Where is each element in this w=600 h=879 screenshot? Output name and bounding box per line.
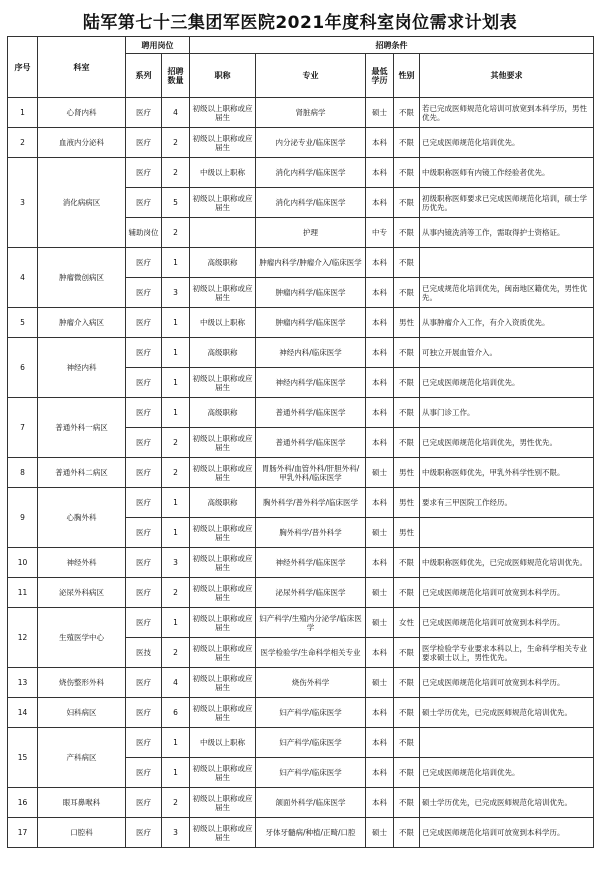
table-row: [8, 698, 594, 728]
cell-gender: 男性: [394, 518, 420, 548]
header-other: 其他要求: [420, 54, 594, 98]
cell-count: 1: [162, 518, 190, 548]
cell-edu: 本科: [366, 428, 394, 458]
table-row: [8, 158, 594, 188]
cell-gender: 不限: [394, 368, 420, 398]
cell-notes: [420, 728, 594, 758]
cell-notes: 若已完成医师规范化培训可放宽到本科学历，男性优先。: [420, 98, 594, 128]
row-dept: 普通外科二病区: [38, 458, 126, 488]
row-seq: 3: [8, 158, 38, 248]
cell-edu: 本科: [366, 188, 394, 218]
cell-count: 3: [162, 548, 190, 578]
cell-count: 2: [162, 158, 190, 188]
cell-series: 医疗: [126, 818, 162, 848]
row-seq: 7: [8, 398, 38, 458]
table-row: [8, 398, 594, 428]
cell-edu: 本科: [366, 128, 394, 158]
table-row: [8, 338, 594, 368]
cell-major: 普通外科学/临床医学: [256, 428, 366, 458]
cell-rank: 初级以上职称或应届生: [190, 458, 256, 488]
table-row: [8, 818, 594, 848]
cell-major: 肾脏病学: [256, 98, 366, 128]
cell-gender: 不限: [394, 698, 420, 728]
header-major: 专业: [256, 54, 366, 98]
cell-gender: 男性: [394, 308, 420, 338]
header-seq: 序号: [8, 37, 38, 98]
cell-rank: 初级以上职称或应届生: [190, 788, 256, 818]
cell-rank: 初级以上职称或应届生: [190, 188, 256, 218]
cell-gender: 不限: [394, 638, 420, 668]
cell-notes: 已完成医师规范化培训可放宽到本科学历。: [420, 818, 594, 848]
cell-gender: 不限: [394, 758, 420, 788]
cell-series: 医技: [126, 638, 162, 668]
cell-major: 胃肠外科/血管外科/肝胆外科/甲乳外科/临床医学: [256, 458, 366, 488]
cell-count: 1: [162, 728, 190, 758]
cell-rank: 初级以上职称或应届生: [190, 638, 256, 668]
header-post-group: 聘用岗位: [126, 37, 190, 54]
cell-rank: [190, 218, 256, 248]
cell-major: 神经外科学/临床医学: [256, 548, 366, 578]
cell-major: 妇产科学/临床医学: [256, 758, 366, 788]
row-seq: 1: [8, 98, 38, 128]
cell-major: 妇产科学/生殖内分泌学/临床医学: [256, 608, 366, 638]
cell-notes: 医学检验学专业要求本科以上，生命科学相关专业要求硕士以上，男性优先。: [420, 638, 594, 668]
cell-edu: 本科: [366, 698, 394, 728]
cell-notes: [420, 248, 594, 278]
cell-series: 医疗: [126, 158, 162, 188]
cell-series: 辅助岗位: [126, 218, 162, 248]
cell-series: 医疗: [126, 98, 162, 128]
recruitment-table: [7, 36, 594, 848]
cell-rank: 初级以上职称或应届生: [190, 818, 256, 848]
cell-series: 医疗: [126, 668, 162, 698]
cell-edu: 硕士: [366, 98, 394, 128]
cell-count: 2: [162, 128, 190, 158]
cell-series: 医疗: [126, 308, 162, 338]
cell-notes: 已完成医师规范化培训可放宽到本科学历。: [420, 668, 594, 698]
cell-major: 消化内科学/临床医学: [256, 188, 366, 218]
row-dept: 心胸外科: [38, 488, 126, 548]
cell-series: 医疗: [126, 338, 162, 368]
cell-edu: 本科: [366, 398, 394, 428]
cell-series: 医疗: [126, 278, 162, 308]
cell-series: 医疗: [126, 608, 162, 638]
row-seq: 8: [8, 458, 38, 488]
cell-count: 6: [162, 698, 190, 728]
table-row: [8, 458, 594, 488]
cell-edu: 硕士: [366, 578, 394, 608]
cell-rank: 初级以上职称或应届生: [190, 668, 256, 698]
header-series: 系列: [126, 54, 162, 98]
cell-rank: 初级以上职称或应届生: [190, 128, 256, 158]
cell-count: 1: [162, 308, 190, 338]
cell-edu: 本科: [366, 338, 394, 368]
cell-major: 神经内科/临床医学: [256, 338, 366, 368]
row-dept: 产科病区: [38, 728, 126, 788]
cell-gender: 不限: [394, 158, 420, 188]
row-seq: 10: [8, 548, 38, 578]
cell-series: 医疗: [126, 758, 162, 788]
row-dept: 神经内科: [38, 338, 126, 398]
cell-gender: 不限: [394, 278, 420, 308]
cell-major: 妇产科学/临床医学: [256, 698, 366, 728]
cell-rank: 高级职称: [190, 338, 256, 368]
header-edu: 最低学历: [366, 54, 394, 98]
table-row: [8, 308, 594, 338]
table-row: [8, 668, 594, 698]
cell-rank: 中级以上职称: [190, 728, 256, 758]
cell-major: 烧伤外科学: [256, 668, 366, 698]
cell-major: 胸外科学/普外科学: [256, 518, 366, 548]
cell-notes: 中级职称医师有内镜工作经验者优先。: [420, 158, 594, 188]
row-dept: 神经外科: [38, 548, 126, 578]
cell-series: 医疗: [126, 398, 162, 428]
cell-edu: 本科: [366, 638, 394, 668]
cell-gender: 不限: [394, 578, 420, 608]
cell-series: 医疗: [126, 788, 162, 818]
cell-count: 1: [162, 488, 190, 518]
cell-series: 医疗: [126, 548, 162, 578]
row-dept: 妇科病区: [38, 698, 126, 728]
cell-series: 医疗: [126, 428, 162, 458]
cell-major: 颌面外科学/临床医学: [256, 788, 366, 818]
cell-rank: 初级以上职称或应届生: [190, 98, 256, 128]
cell-notes: [420, 518, 594, 548]
table-row: [8, 248, 594, 278]
cell-edu: 本科: [366, 548, 394, 578]
cell-notes: 已完成医师规范化培训优先。: [420, 758, 594, 788]
table-row: [8, 548, 594, 578]
table-row: [8, 788, 594, 818]
cell-rank: 高级职称: [190, 248, 256, 278]
cell-count: 1: [162, 758, 190, 788]
cell-series: 医疗: [126, 128, 162, 158]
cell-rank: 初级以上职称或应届生: [190, 278, 256, 308]
cell-count: 2: [162, 218, 190, 248]
cell-count: 1: [162, 608, 190, 638]
cell-gender: 不限: [394, 668, 420, 698]
cell-count: 1: [162, 338, 190, 368]
cell-rank: 初级以上职称或应届生: [190, 518, 256, 548]
header-dept: 科室: [38, 37, 126, 98]
cell-gender: 不限: [394, 398, 420, 428]
cell-count: 1: [162, 398, 190, 428]
cell-gender: 不限: [394, 548, 420, 578]
row-seq: 12: [8, 608, 38, 668]
cell-notes: 从事门诊工作。: [420, 398, 594, 428]
cell-rank: 初级以上职称或应届生: [190, 368, 256, 398]
cell-notes: 已完成医师规范化培训可放宽到本科学历。: [420, 578, 594, 608]
cell-rank: 中级以上职称: [190, 158, 256, 188]
cell-major: 肿瘤内科学/临床医学: [256, 278, 366, 308]
row-seq: 2: [8, 128, 38, 158]
table-row: [8, 578, 594, 608]
row-dept: 肿瘤介入病区: [38, 308, 126, 338]
table-row: [8, 488, 594, 518]
cell-major: 泌尿外科学/临床医学: [256, 578, 366, 608]
cell-count: 2: [162, 578, 190, 608]
cell-rank: 中级以上职称: [190, 308, 256, 338]
cell-count: 2: [162, 458, 190, 488]
header-gender: 性别: [394, 54, 420, 98]
cell-edu: 硕士: [366, 668, 394, 698]
cell-count: 2: [162, 788, 190, 818]
cell-rank: 初级以上职称或应届生: [190, 758, 256, 788]
cell-notes: 已完成医师规范化培训优先。: [420, 368, 594, 398]
cell-series: 医疗: [126, 188, 162, 218]
cell-edu: 本科: [366, 248, 394, 278]
cell-edu: 本科: [366, 488, 394, 518]
cell-count: 2: [162, 638, 190, 668]
row-seq: 6: [8, 338, 38, 398]
cell-edu: 硕士: [366, 518, 394, 548]
cell-rank: 初级以上职称或应届生: [190, 698, 256, 728]
cell-major: 神经内科学/临床医学: [256, 368, 366, 398]
cell-notes: 硕士学历优先，已完成医师规范化培训优先。: [420, 698, 594, 728]
cell-major: 内分泌专业/临床医学: [256, 128, 366, 158]
cell-notes: 硕士学历优先，已完成医师规范化培训优先。: [420, 788, 594, 818]
cell-series: 医疗: [126, 458, 162, 488]
cell-major: 胸外科学/普外科学/临床医学: [256, 488, 366, 518]
row-dept: 血液内分泌科: [38, 128, 126, 158]
cell-gender: 不限: [394, 728, 420, 758]
cell-notes: 已完成医师规范化培训优先。: [420, 128, 594, 158]
row-dept: 口腔科: [38, 818, 126, 848]
cell-gender: 不限: [394, 788, 420, 818]
cell-major: 妇产科学/临床医学: [256, 728, 366, 758]
row-seq: 9: [8, 488, 38, 548]
cell-series: 医疗: [126, 488, 162, 518]
cell-count: 1: [162, 248, 190, 278]
document-title: 陆军第七十三集团军医院2021年度科室岗位需求计划表: [82, 13, 518, 33]
cell-major: 肿瘤内科学/肿瘤介入/临床医学: [256, 248, 366, 278]
table-body: [8, 98, 594, 848]
row-seq: 14: [8, 698, 38, 728]
cell-edu: 本科: [366, 308, 394, 338]
cell-rank: 初级以上职称或应届生: [190, 548, 256, 578]
row-seq: 15: [8, 728, 38, 788]
cell-rank: 初级以上职称或应届生: [190, 608, 256, 638]
cell-notes: 从事肿瘤介入工作，有介入资质优先。: [420, 308, 594, 338]
row-seq: 16: [8, 788, 38, 818]
row-dept: 眼耳鼻喉科: [38, 788, 126, 818]
cell-series: 医疗: [126, 698, 162, 728]
cell-rank: 初级以上职称或应届生: [190, 428, 256, 458]
cell-rank: 高级职称: [190, 398, 256, 428]
cell-edu: 本科: [366, 278, 394, 308]
cell-series: 医疗: [126, 518, 162, 548]
cell-edu: 硕士: [366, 818, 394, 848]
header-cond-group: 招聘条件: [190, 37, 594, 54]
row-dept: 泌尿外科病区: [38, 578, 126, 608]
cell-major: 普通外科学/临床医学: [256, 398, 366, 428]
row-dept: 肿瘤微创病区: [38, 248, 126, 308]
cell-edu: 硕士: [366, 458, 394, 488]
cell-series: 医疗: [126, 368, 162, 398]
cell-edu: 本科: [366, 728, 394, 758]
cell-gender: 不限: [394, 98, 420, 128]
table-row: [8, 608, 594, 638]
row-seq: 4: [8, 248, 38, 308]
cell-count: 3: [162, 278, 190, 308]
row-seq: 11: [8, 578, 38, 608]
cell-edu: 中专: [366, 218, 394, 248]
cell-series: 医疗: [126, 578, 162, 608]
cell-notes: 中级职称医师优先，甲乳外科学性别不限。: [420, 458, 594, 488]
cell-major: 护理: [256, 218, 366, 248]
cell-gender: 不限: [394, 218, 420, 248]
cell-rank: 高级职称: [190, 488, 256, 518]
cell-count: 5: [162, 188, 190, 218]
cell-series: 医疗: [126, 728, 162, 758]
cell-count: 4: [162, 668, 190, 698]
cell-rank: 初级以上职称或应届生: [190, 578, 256, 608]
table-row: [8, 128, 594, 158]
row-seq: 5: [8, 308, 38, 338]
cell-edu: 本科: [366, 758, 394, 788]
cell-gender: 不限: [394, 248, 420, 278]
cell-notes: 要求有三甲医院工作经历。: [420, 488, 594, 518]
cell-notes: 已完成规范化培训优先，闽南地区籍优先，男性优先。: [420, 278, 594, 308]
cell-count: 2: [162, 428, 190, 458]
cell-gender: 不限: [394, 428, 420, 458]
cell-major: 医学检验学/生命科学相关专业: [256, 638, 366, 668]
cell-count: 3: [162, 818, 190, 848]
header-rank: 职称: [190, 54, 256, 98]
row-dept: 生殖医学中心: [38, 608, 126, 668]
row-dept: 普通外科一病区: [38, 398, 126, 458]
cell-notes: 中级职称医师优先，已完成医师规范化培训优先。: [420, 548, 594, 578]
cell-count: 4: [162, 98, 190, 128]
row-seq: 13: [8, 668, 38, 698]
cell-count: 1: [162, 368, 190, 398]
row-seq: 17: [8, 818, 38, 848]
row-dept: 烧伤整形外科: [38, 668, 126, 698]
cell-edu: 硕士: [366, 608, 394, 638]
cell-gender: 女性: [394, 608, 420, 638]
cell-gender: 男性: [394, 488, 420, 518]
cell-edu: 本科: [366, 788, 394, 818]
cell-gender: 不限: [394, 338, 420, 368]
cell-notes: 可独立开展血管介入。: [420, 338, 594, 368]
cell-major: 肿瘤内科学/临床医学: [256, 308, 366, 338]
cell-major: 牙体牙髓病/种植/正畸/口腔: [256, 818, 366, 848]
row-dept: 心肾内科: [38, 98, 126, 128]
table-header-row: [8, 37, 594, 54]
header-count: 招聘数量: [162, 54, 190, 98]
cell-notes: 初级职称医师要求已完成医师规范化培训，硕士学历优先。: [420, 188, 594, 218]
cell-gender: 不限: [394, 818, 420, 848]
cell-edu: 本科: [366, 368, 394, 398]
cell-series: 医疗: [126, 248, 162, 278]
cell-edu: 本科: [366, 158, 394, 188]
table-row: [8, 728, 594, 758]
cell-gender: 不限: [394, 128, 420, 158]
cell-gender: 男性: [394, 458, 420, 488]
cell-notes: 已完成医师规范化培训优先，男性优先。: [420, 428, 594, 458]
cell-major: 消化内科学/临床医学: [256, 158, 366, 188]
cell-notes: 已完成医师规范化培训可放宽到本科学历。: [420, 608, 594, 638]
table-row: [8, 98, 594, 128]
cell-notes: 从事内镜洗消等工作，需取得护士资格证。: [420, 218, 594, 248]
row-dept: 消化病病区: [38, 158, 126, 248]
cell-gender: 不限: [394, 188, 420, 218]
